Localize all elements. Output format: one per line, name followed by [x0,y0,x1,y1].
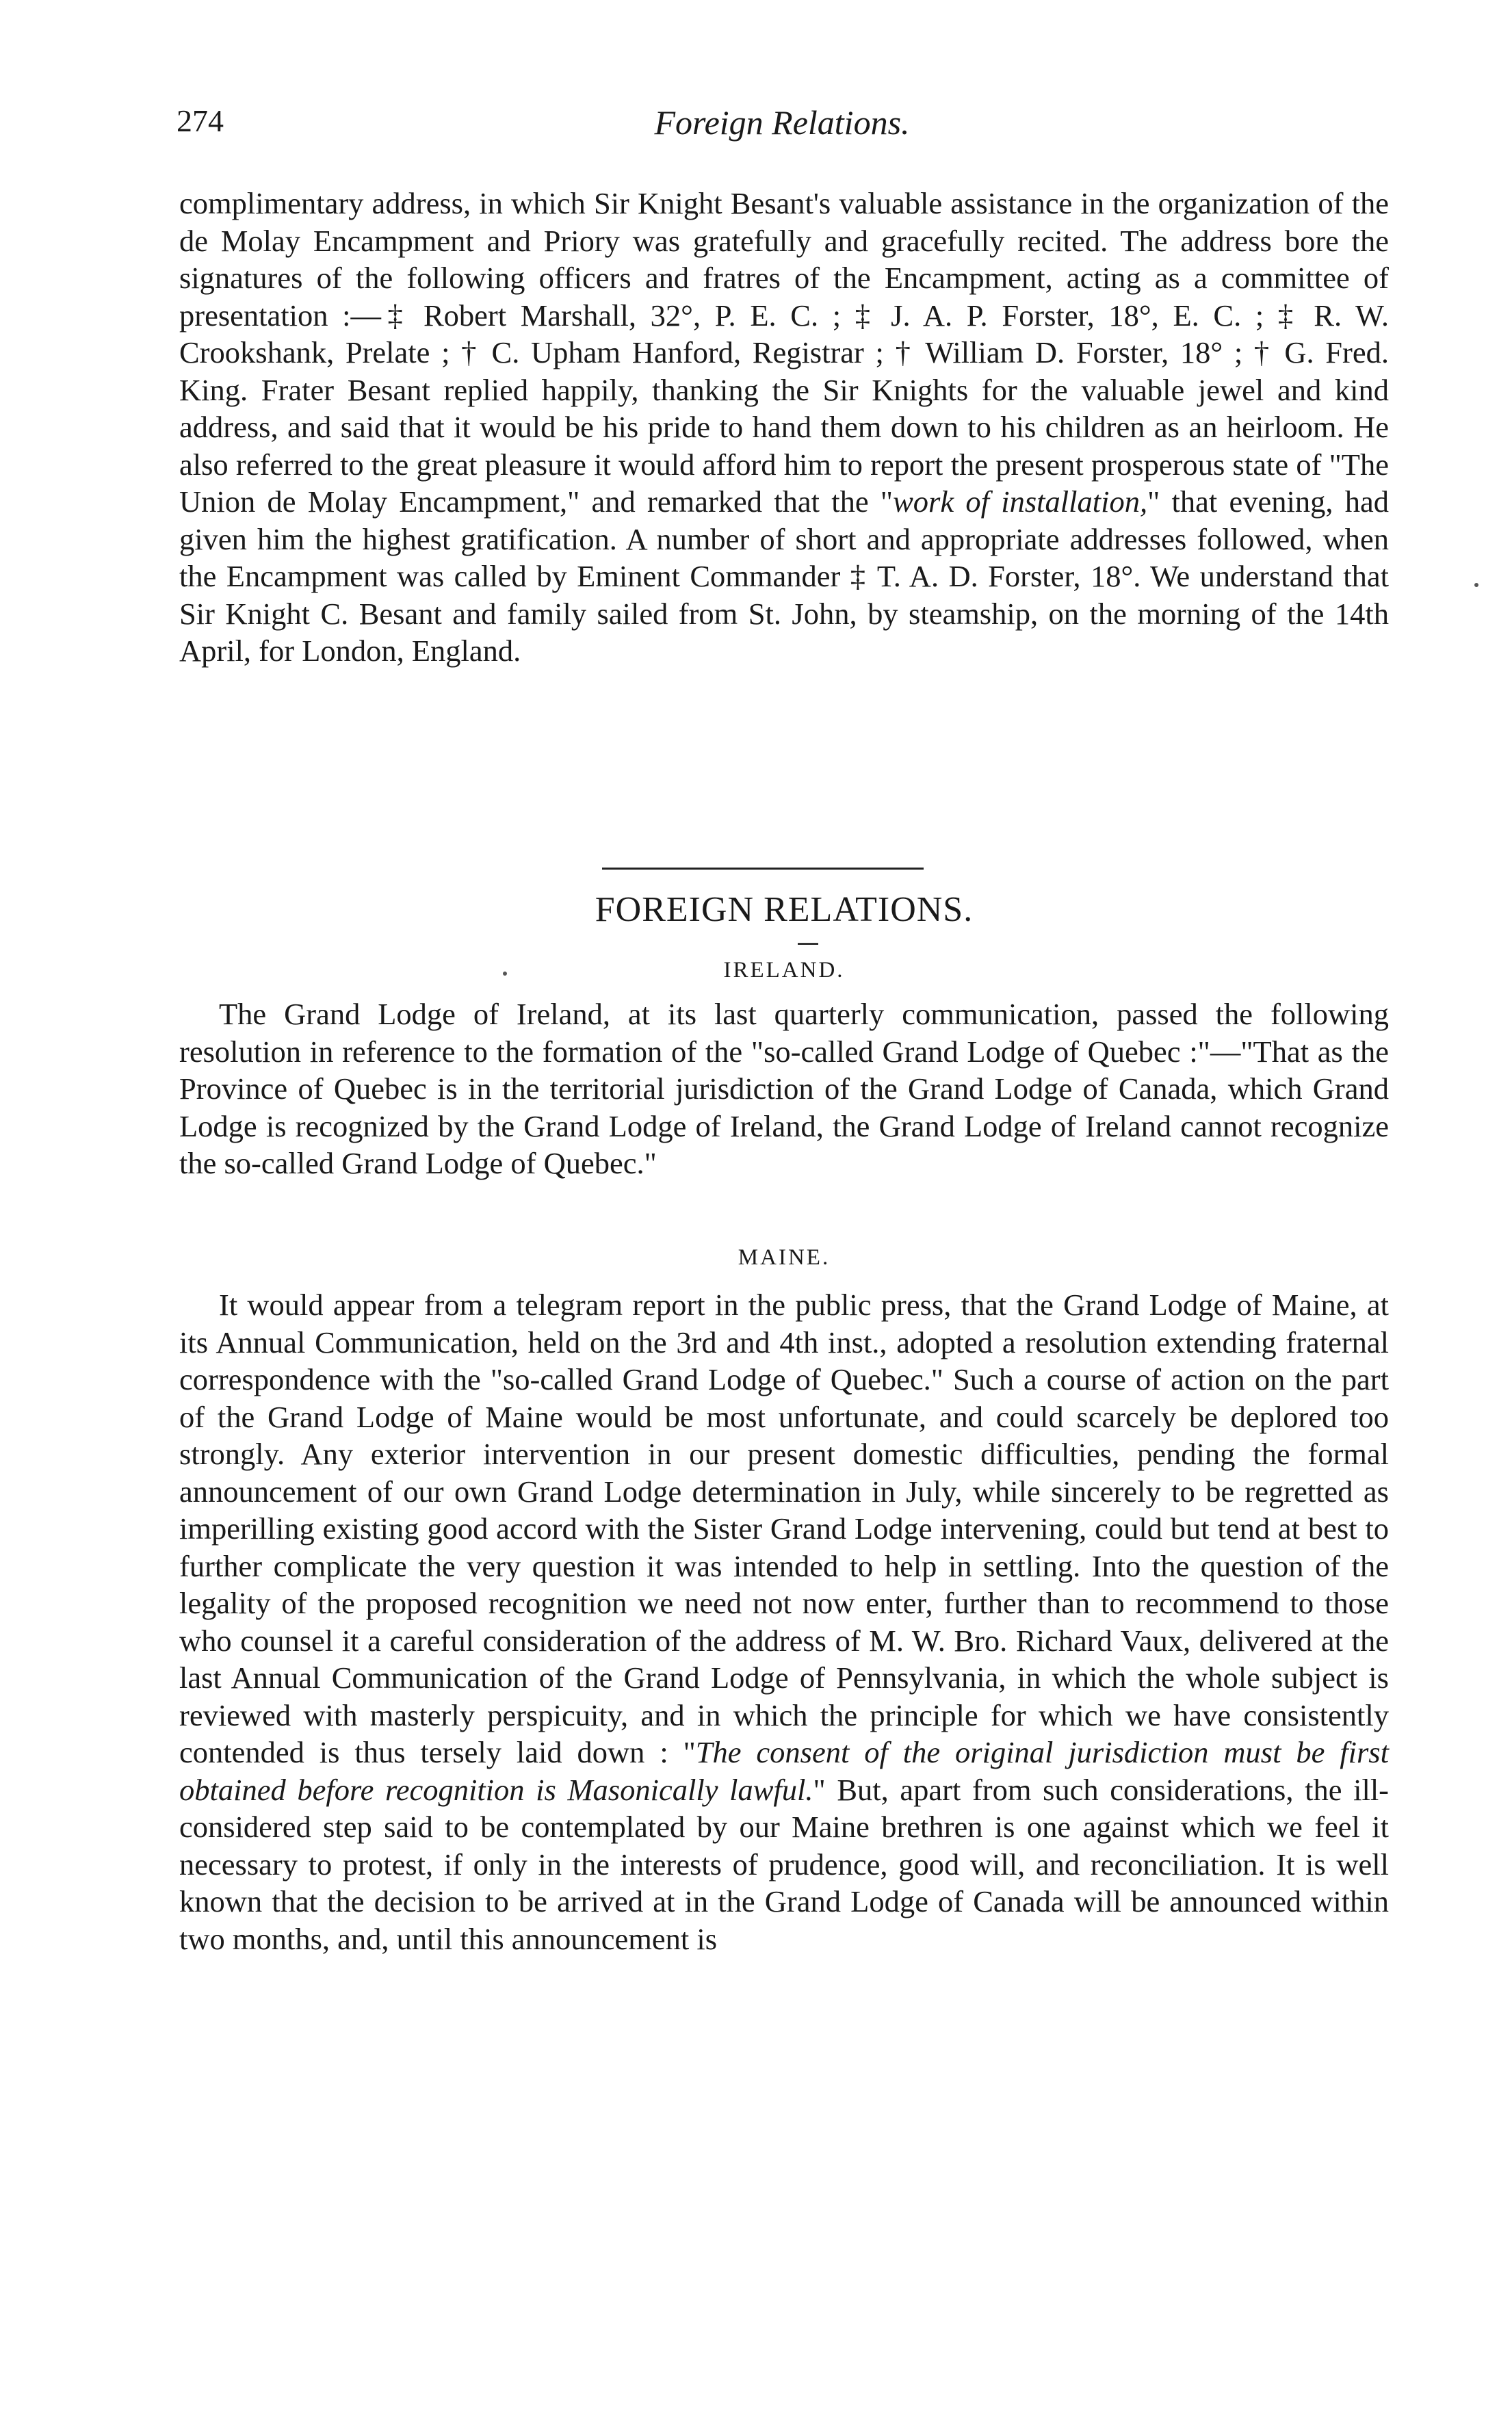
running-head: Foreign Relations. [654,103,910,142]
section-title: FOREIGN RELATIONS. [595,890,974,929]
page-number: 274 [177,103,224,138]
ireland-heading: IRELAND. [723,958,845,982]
opening-paragraph [179,185,1389,670]
page-header [177,103,1387,151]
opening-paragraph-italic: work of installation, [893,484,1148,519]
margin-mark-right [1474,583,1478,587]
ireland-paragraph: The Grand Lodge of Ireland, at its last quarterly communication, passed the following resolution in reference to the formation of the "so-called Grand Lodge of Quebec :"—"That as the Province of Quebec is in the territorial jurisdiction of the Grand Lodge of Canada, which Grand Lodge is recognized by the Grand Lodge of Ireland, the Grand Lodge of Ireland cannot recognize the so-called Grand Lodge of Quebec." [179,997,1389,1180]
maine-paragraph-italic: The consent of the original jurisdiction must be first obtained before recognition is Masonically lawful. [179,1735,1389,1807]
maine-paragraph [179,1286,1389,1957]
maine-block [179,1286,1389,1957]
opening-paragraph-text: complimentary address, in which Sir Knight Besant's valuable assistance in the organization of the de Molay Encampment and Priory was gratefully and gracefully recited. The address bore the signatures of the following officers and fratres of the Encampment, acting as a committee of presentation :—‡ Robert Marshall, 32°, P. E. C. ; ‡ J. A. P. Forster, 18°, E. C. ; ‡ R. W. Crookshank, Prelate ; † C. Upham Hanford, Registrar ; † William D. Forster, 18° ; † G. Fred. King. Frater Besant replied happily, thanking the Sir Knights for the valuable jewel and kind address, and said that it would be his pride to hand them down to his children as an heirloom. He also referred to the great pleasure it would afford him to report the present prosperous state of "The Union de Molay Encampment," and remarked that the " [179,186,1389,519]
ireland-block [179,995,1389,1182]
maine-paragraph-text-after: " But, apart from such considerations, the ill-considered step said to be contemplated by our Maine brethren is one against which we feel it necessary to protest, if only in the interests of prudence, good will, and reconciliation. It is well known that the decision to be arrived at in the Grand Lodge of Canada will be announced within two months, and, until this announcement is [179,1772,1390,1956]
opening-paragraph-text-after: " that evening, had given him the highest gratification. A number of short and appropriate addresses followed, when the Encampment was called by Eminent Commander ‡ T. A. D. Forster, 18°. We understand that Sir Knight C. Besant and family sailed from St. John, by steamship, on the morning of the 14th April, for London, England. [179,484,1390,668]
maine-paragraph-text: It would appear from a telegram report in the public press, that the Grand Lodge of Maine, at its Annual Communication, held on the 3rd and 4th inst., adopted a resolution extending fraternal correspondence with the "so-called Grand Lodge of Quebec." Such a course of action on the part of the Grand Lodge of Maine would be most unfortunate, and could scarcely be deplored too strongly. Any exterior intervention in our present domestic difficulties, pending the formal announcement of our own Grand Lodge determination in July, while sincerely to be regretted as imperilling existing good accord with the Sister Grand Lodge intervening, could but tend at best to further complicate the very question it was intended to help in settling. Into the question of the legality of the proposed recognition we need not now enter, further than to recommend to those who counsel it a careful consideration of the address of M. W. Bro. Richard Vaux, delivered at the last Annual Communication of the Grand Lodge of Pennsylvania, in which the whole subject is reviewed with masterly perspicuity, and in which the principle for which we have consistently contended is thus tersely laid down : " [179,1288,1389,1769]
section-divider [602,868,924,870]
title-underline-mark [798,943,818,945]
maine-heading: MAINE. [738,1245,831,1270]
opening-paragraph-block [179,185,1389,670]
